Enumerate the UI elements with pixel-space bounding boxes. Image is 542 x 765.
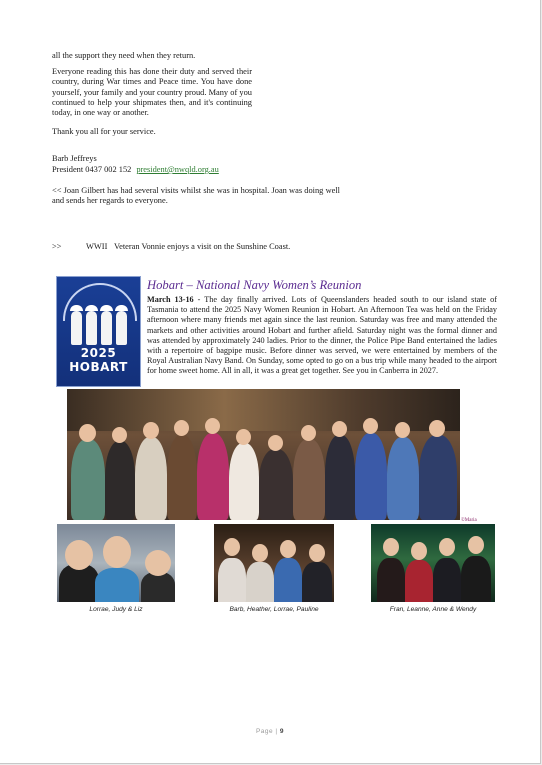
photo-face xyxy=(439,538,455,556)
photo-person xyxy=(135,437,167,520)
photo-person xyxy=(293,439,325,520)
photo-face xyxy=(411,542,427,560)
photo-face xyxy=(145,550,171,576)
poster-figure xyxy=(116,311,127,345)
photo-person xyxy=(71,439,105,520)
reunion-text: - The day finally arrived. Lots of Queenslanders headed south to our island state of Tasmania to attend the 2025 Navy Women Reunion in Hobart. An Afternoon Tea was held on the Friday afternoon where many friends met again since the last reunion. Saturday was free and many attended the markets and other activities around Hobart and further afield. Saturday night was the formal dinner and was attended by approximately 240 ladies. Prior to the dinner, the Police Pipe Band entertained the ladies with a repertoire of bagpipe music. Before dinner was served, we were entertained by members of the Royal Australian Navy Band. On Sunday, some opted to go on a bus trip while many headed to the airport for home sweet home. All in all, it was a great get together. See you in Canberra in 2027. xyxy=(147,295,497,376)
photo-person xyxy=(197,433,229,520)
photo-face xyxy=(79,424,96,442)
signer-email-link[interactable]: president@nwqld.org.au xyxy=(136,165,219,174)
photo-person xyxy=(141,572,175,602)
photo-face xyxy=(103,536,131,568)
photo-person xyxy=(167,435,197,520)
wwii-tag: WWII xyxy=(86,242,108,251)
page-number: 9 xyxy=(279,728,285,735)
photo-face xyxy=(332,421,347,437)
photo-face xyxy=(268,435,283,451)
photo-lorrae-judy-liz xyxy=(57,524,175,602)
photo-person xyxy=(229,443,259,520)
photo-barb-heather-lorrae-pauline xyxy=(214,524,334,602)
photo-face xyxy=(301,425,316,441)
reunion-poster-image xyxy=(56,276,141,387)
photo-face xyxy=(236,429,251,445)
photo-person xyxy=(419,435,457,520)
photo-face xyxy=(280,540,296,558)
photo-person xyxy=(461,556,491,602)
photo-person xyxy=(218,558,246,602)
photo-fran-leanne-anne-wendy xyxy=(371,524,495,602)
photo-face xyxy=(429,420,445,437)
page-label: Page | xyxy=(255,728,280,735)
photo-face xyxy=(174,420,189,436)
page-footer xyxy=(0,728,540,735)
photo-face xyxy=(383,538,399,556)
photo-person xyxy=(405,560,433,602)
reunion-body xyxy=(147,295,497,387)
photo-face xyxy=(143,422,159,439)
photo-person xyxy=(105,441,135,520)
group-photo xyxy=(67,389,460,520)
photo-person xyxy=(259,449,293,520)
photo-face xyxy=(468,536,484,554)
letter-paragraph: Everyone reading this has done their duty and served their country, during War times and Peace time. You have done yourself, your family and your country proud. Many of you continued to help your shipmates then, and it's continuing today, in one way or another. xyxy=(52,67,252,118)
photo-face xyxy=(65,540,93,570)
photo-person xyxy=(246,562,274,602)
photo-face xyxy=(309,544,325,562)
photo-person xyxy=(387,437,419,520)
caption-1: Lorrae, Judy & Liz xyxy=(89,606,143,613)
letter-line: all the support they need when they return. xyxy=(52,51,196,60)
reunion-title: Hobart – National Navy Women’s Reunion xyxy=(147,278,362,292)
photo-person xyxy=(433,558,461,602)
photo-face xyxy=(205,418,220,434)
wwii-text: Veteran Vonnie enjoys a visit on the Sunshine Coast. xyxy=(114,242,291,251)
photo-person xyxy=(325,435,355,520)
photo-person xyxy=(274,558,302,602)
photo-person xyxy=(355,433,387,520)
poster-figure xyxy=(86,311,97,345)
letter-thanks: Thank you all for your service. xyxy=(52,127,156,136)
photo-person xyxy=(302,562,332,602)
joan-note: << Joan Gilbert has had several visits whilst she was in hospital. Joan was doing well and sends her regards to everyone. xyxy=(52,186,340,206)
photo-person xyxy=(377,558,405,602)
poster-figure xyxy=(101,311,112,345)
reunion-date: March 13-16 xyxy=(147,295,194,304)
wwii-marker: >> xyxy=(52,242,62,251)
photo-person xyxy=(95,568,139,602)
poster-year: 2025 HOBART xyxy=(69,346,128,374)
photo-face xyxy=(363,418,378,434)
photo-face xyxy=(112,427,127,443)
photo-face xyxy=(395,422,410,438)
photo-face xyxy=(224,538,240,556)
caption-2: Barb, Heather, Lorrae, Pauline xyxy=(229,606,319,613)
wwii-line xyxy=(52,242,372,252)
photo-credit: ©Maria xyxy=(461,518,477,523)
caption-3: Fran, Leanne, Anne & Wendy xyxy=(389,606,477,613)
signer-contact xyxy=(52,165,292,175)
signer-role-phone: President 0437 002 152 xyxy=(52,165,132,174)
poster-figure xyxy=(71,311,82,345)
signer-name: Barb Jeffreys xyxy=(52,154,97,163)
photo-face xyxy=(252,544,268,562)
